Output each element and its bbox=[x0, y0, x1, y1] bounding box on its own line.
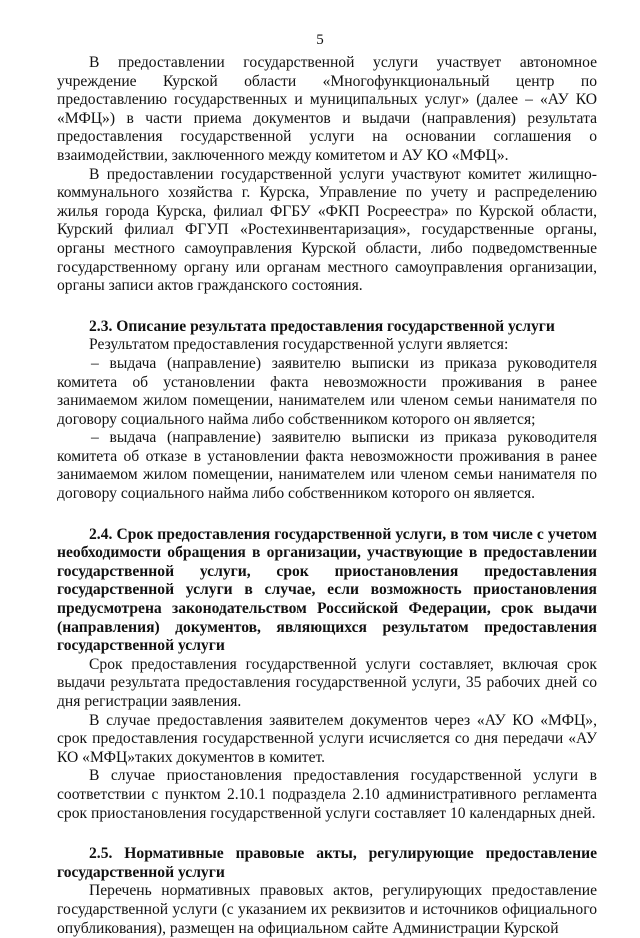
section-2-4-paragraph-3: В случае приостановления предоставления государственной услуги в соответствии с пунктом 2.10.1 подраздела 2.10 административного регламента срок приостановления государственной услуги составляет 10 календарных дней. bbox=[57, 767, 597, 822]
page-content bbox=[57, 54, 597, 938]
section-spacer bbox=[57, 296, 597, 318]
section-2-5-paragraph-1: Перечень нормативных правовых актов, регулирующих предоставление государственной услуги (с указанием их реквизитов и источников официального опубликования), размещен на официальном сайте Администрации Курской bbox=[57, 882, 597, 937]
page-number: 5 bbox=[316, 32, 324, 48]
section-spacer bbox=[57, 823, 597, 845]
section-spacer bbox=[57, 504, 597, 526]
section-2-3-heading: 2.3. Описание результата предоставления государственной услуги bbox=[89, 317, 555, 335]
section-2-4-paragraph-1: Срок предоставления государственной услуги составляет, включая срок выдачи результата предоставления государственной услуги, 35 рабочих дней со дня регистрации заявления. bbox=[57, 655, 597, 710]
section-2-4-paragraph-2: В случае предоставления заявителем документов через «АУ КО «МФЦ», срок предоставления государственной услуги исчисляется со дня передачи «АУ КО «МФЦ»таких документов в комитет. bbox=[57, 711, 597, 766]
section-2-3-item-2: – выдача (направление) заявителю выписки из приказа руководителя комитета об отказе в установлении факта невозможности проживания в ранее занимаемом жилом помещении, нанимателем или членом семьи нанимателя по договору социального найма либо собственником которого он является. bbox=[57, 429, 597, 503]
section-2-3-item-1: – выдача (направление) заявителю выписки из приказа руководителя комитета об установлении факта невозможности проживания в ранее занимаемом жилом помещении, нанимателем или членом семьи нанимателя по договору социального найма либо собственником которого он является; bbox=[57, 354, 597, 428]
section-2-3-lead: Результатом предоставления государственной услуги является: bbox=[89, 336, 509, 354]
intro-paragraph-1: В предоставлении государственной услуги участвует автономное учреждение Курской области «Многофункциональный центр по предоставлению государственных и муниципальных услуг» (далее – «АУ КО «МФЦ») в части приема документов и выдачи (направления) результата предоставления государственной услуги на основании соглашения о взаимодействии, заключенного между комитетом и АУ КО «МФЦ». bbox=[57, 54, 597, 164]
intro-paragraph-2: В предоставлении государственной услуги участвуют комитет жилищно-коммунального хозяйства г. Курска, Управление по учету и распределению жилья города Курска, филиал ФГБУ «ФКП Росреестра» по Курской области, Курский филиал ФГУП «Ростехинвентаризация», государственные органы, органы местного самоуправления Курской области, либо подведомственные государственному органу или органам местного самоуправления организации, органы записи актов гражданского состояния. bbox=[57, 165, 597, 295]
section-2-5-heading: 2.5. Нормативные правовые акты, регулирующие предоставление государственной услуги bbox=[57, 845, 597, 881]
section-2-4-heading: 2.4. Срок предоставления государственной услуги, в том числе с учетом необходимости обращения в организации, участвующие в предоставлении государственной услуги, срок приостановления предоставления государственной услуги в случае, если возможность приостановления предусмотрена законодательством Российской Федерации, срок выдачи (направления) документов, являющихся результатом предоставления государственной услуги bbox=[57, 525, 597, 655]
